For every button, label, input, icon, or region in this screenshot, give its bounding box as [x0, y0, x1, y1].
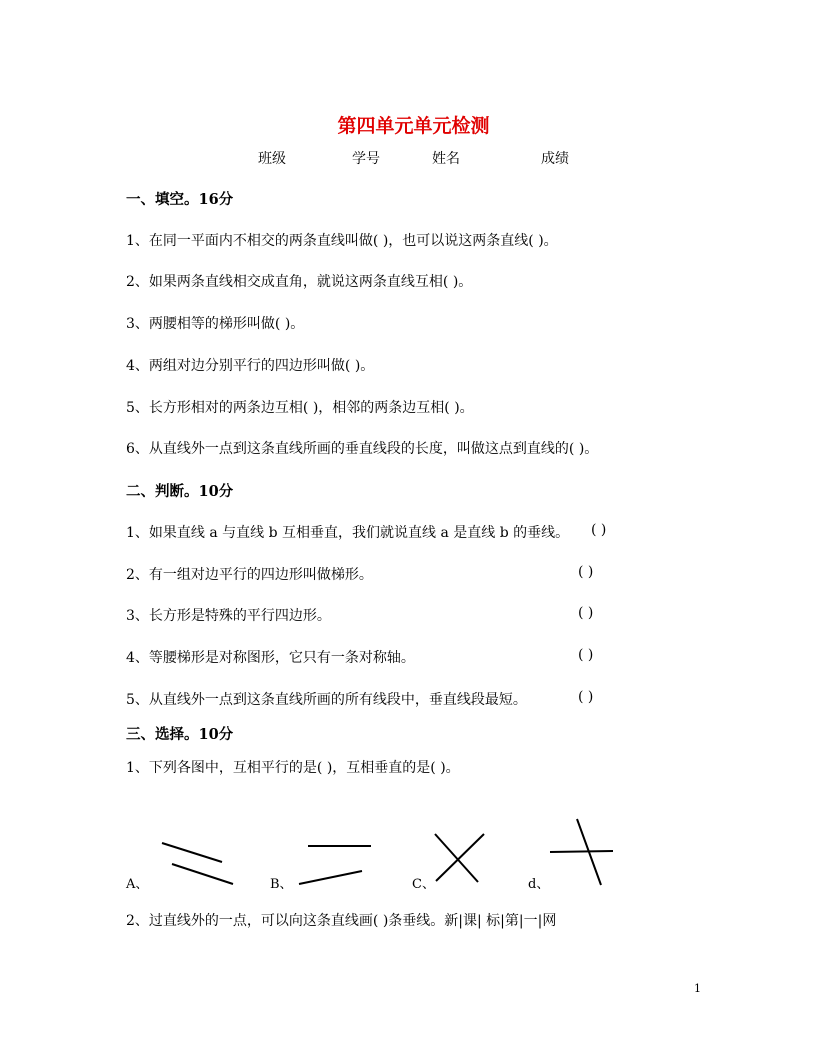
judge-question-4: 4、等腰梯形是对称图形，它只有一条对称轴。	[126, 650, 415, 666]
section-judge-heading: 二、判断。10分	[126, 483, 234, 500]
judge-question-2: 2、有一组对边平行的四边形叫做梯形。	[126, 567, 373, 583]
fill-question-6: 6、从直线外一点到这条直线所画的垂直线段的长度，叫做这点到直线的( )。	[126, 441, 599, 457]
class-label: 班级	[258, 151, 286, 167]
figure-label-d: d、	[528, 877, 550, 892]
figure-label-a: A、	[126, 877, 149, 892]
judge-question-5: 5、从直线外一点到这条直线所画的所有线段中，垂直线段最短。	[126, 692, 527, 708]
judge-answer-4: ( )	[578, 647, 594, 663]
section-choice-heading: 三、选择。10分	[126, 726, 234, 743]
page-title: 第四单元单元检测	[337, 115, 490, 137]
name-label: 姓名	[432, 151, 460, 167]
section-fill-heading: 一、填空。16分	[126, 191, 234, 208]
judge-answer-2: ( )	[578, 564, 594, 580]
judge-question-3: 3、长方形是特殊的平行四边形。	[126, 608, 331, 624]
page-number: 1	[694, 982, 701, 995]
figure-label-b: B、	[270, 877, 293, 892]
figure-b-lines	[299, 846, 371, 884]
fill-question-4: 4、两组对边分别平行的四边形叫做( )。	[126, 358, 375, 374]
fill-question-1: 1、在同一平面内不相交的两条直线叫做( )，也可以说这两条直线( )。	[126, 233, 558, 249]
student-number-label: 学号	[352, 151, 380, 167]
figure-d-crossing-lines	[550, 819, 613, 885]
judge-answer-1: ( )	[591, 522, 607, 538]
figure-a-parallel-lines	[162, 843, 233, 884]
choice-question-2: 2、过直线外的一点，可以向这条直线画( )条垂线。新|课| 标|第|一|网	[126, 913, 557, 929]
choice-question-1: 1、下列各图中，互相平行的是( )，互相垂直的是( )。	[126, 760, 460, 776]
figure-c-perpendicular-lines	[435, 834, 484, 882]
judge-question-1: 1、如果直线 a 与直线 b 互相垂直，我们就说直线 a 是直线 b 的垂线。	[126, 525, 570, 541]
fill-question-2: 2、如果两条直线相交成直角，就说这两条直线互相( )。	[126, 274, 473, 290]
fill-question-3: 3、两腰相等的梯形叫做( )。	[126, 316, 305, 332]
score-label: 成绩	[541, 151, 569, 167]
judge-answer-5: ( )	[578, 689, 594, 705]
figure-label-c: C、	[412, 877, 435, 892]
fill-question-5: 5、长方形相对的两条边互相( )，相邻的两条边互相( )。	[126, 400, 474, 416]
judge-answer-3: ( )	[578, 605, 594, 621]
